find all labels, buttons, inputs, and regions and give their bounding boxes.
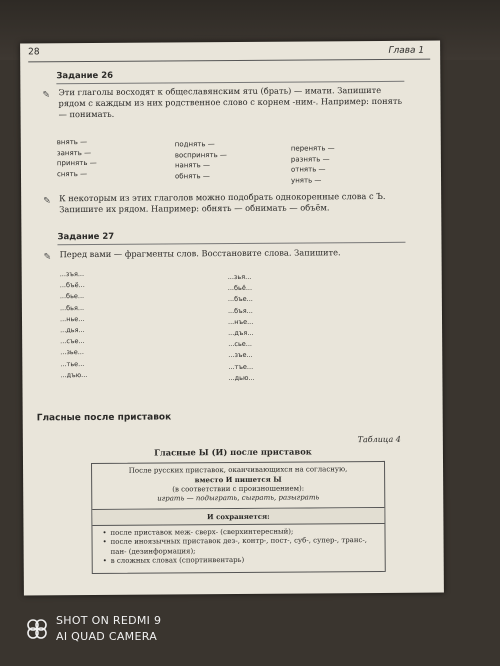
keep-item: • после иноязычных приставок дез-, контр-, пост-, суб-, супер-, транс-, пан- (дезинформация); <box>103 536 379 557</box>
fragment-item: ...дья... <box>60 326 85 335</box>
word-item: нанять — <box>174 161 211 170</box>
fragment-item: ...бьё... <box>227 284 253 293</box>
table-label: Таблица 4 <box>357 434 401 445</box>
rule-line: После русских приставок, оканчивающихся на согласную, <box>128 465 348 475</box>
fragment-item: ...зья... <box>227 272 252 282</box>
rule-main <box>92 462 384 510</box>
keep-item: • после приставок меж- сверх- (сверхинтересный); <box>102 527 378 538</box>
rule-example: играть — подыграть, сыграть, разыграть <box>157 493 320 503</box>
word-item: обнять — <box>174 171 210 181</box>
fragment-item: ...дью... <box>228 373 255 382</box>
task26-column-3 <box>291 143 335 186</box>
task27-column-1 <box>60 269 88 381</box>
table-title: Гласные Ы (И) после приставок <box>154 446 312 458</box>
fragment-item: ...тье... <box>60 359 85 368</box>
keep-title: И сохраняется: <box>92 508 384 526</box>
task27-instruction: Перед вами — фрагменты слов. Восстановите слова. Запишите. <box>59 247 341 260</box>
task26-column-2 <box>175 139 227 182</box>
rule-line: (в соответствии с произношением): <box>172 484 305 494</box>
pencil-icon: ✎ <box>43 252 52 263</box>
pencil-icon: ✎ <box>43 196 51 207</box>
word-item: занять — <box>56 148 92 157</box>
fragment-item: ...нье... <box>59 314 85 324</box>
fragment-item: ...зъе... <box>228 351 253 360</box>
keep-item: • в сложных словах (спортинвентарь) <box>103 555 379 566</box>
word-item: унять — <box>291 176 322 185</box>
task27-title: Задание 27 <box>57 231 115 243</box>
word-item: перенять — <box>290 144 335 153</box>
section-title: Гласные после приставок <box>36 412 172 424</box>
word-item: принять — <box>56 159 97 168</box>
task27-rule <box>57 242 405 245</box>
rule-table <box>91 461 386 574</box>
fragment-item: ...съе... <box>60 337 85 346</box>
chapter-label: Глава 1 <box>388 45 425 56</box>
fragment-item: ...нъе... <box>227 317 254 326</box>
word-item: разнять — <box>290 154 330 164</box>
word-item: поднять — <box>174 140 215 149</box>
book-page <box>20 41 444 596</box>
watermark-line-2: AI QUAD CAMERA <box>56 630 158 643</box>
task27-column-2 <box>228 272 255 384</box>
fragment-item: ...бъя... <box>227 306 253 315</box>
task26-title: Задание 26 <box>56 70 114 82</box>
pencil-icon: ✎ <box>42 90 51 101</box>
fragment-item: ...бъё... <box>59 281 85 290</box>
word-item: внять — <box>56 138 88 147</box>
word-item: снять — <box>56 169 88 178</box>
task26-instruction-2: К некоторым из этих глаголов можно подобрать однокоренные слова с Ъ. Запишите их рядом. Например: обнять — обнимать — объём. <box>59 190 386 215</box>
task26-column-1 <box>57 137 97 180</box>
fragment-item: ...бье... <box>59 292 85 301</box>
fragment-item: ...сье... <box>228 340 253 349</box>
page-header <box>28 45 430 63</box>
page-number: 28 <box>28 47 40 58</box>
fragment-item: ...зье... <box>60 348 84 357</box>
rule-line-bold: вместо И пишется Ы <box>194 475 282 485</box>
word-item: воспринять — <box>174 150 227 159</box>
fragment-item: ...тъе... <box>228 362 254 371</box>
redmi-logo-icon <box>26 618 48 640</box>
task26-rule <box>56 81 404 84</box>
word-item: отнять — <box>290 165 326 174</box>
keep-list <box>92 524 384 573</box>
fragment-item: ...зъя... <box>59 270 85 279</box>
fragment-item: ...бья... <box>59 303 85 312</box>
fragment-item: ...бъе... <box>227 295 253 304</box>
fragment-item: ...дъю... <box>60 370 88 380</box>
watermark-line-1: SHOT ON REDMI 9 <box>56 614 162 627</box>
fragment-item: ...дъя... <box>228 328 254 338</box>
task26-instruction: Эти глаголы восходят к общеславянским ятu (брать) — имати. Запишите рядом с каждым из них родственное слово с корнем -ним-. Например: понять — понимать. <box>58 84 403 120</box>
